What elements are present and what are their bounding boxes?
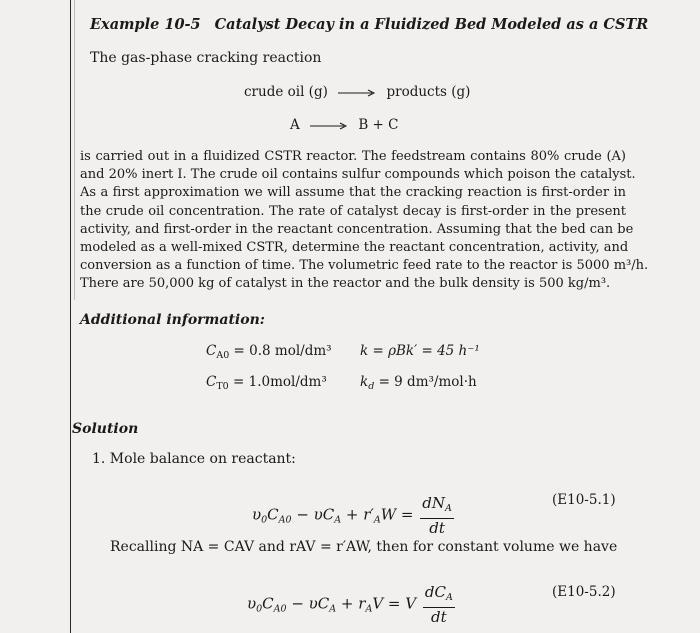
paragraph-line: activity, and first-order in the reactant concentration. Assuming that the bed can be — [80, 221, 634, 237]
equation-mole-balance: $\upsilon_0C_{A0} - \upsilon C_A + r'_AW$ = $\frac{dN_A}{dt}$ — [252, 494, 452, 537]
reaction-symbolic — [290, 117, 399, 133]
paragraph-line: There are 50,000 kg of catalyst in the reactor and the bulk density is 500 kg/m³. — [80, 276, 611, 292]
step-mole-balance: 1. Mole balance on reactant: — [92, 451, 296, 467]
margin-rule-light — [74, 0, 75, 300]
reaction-symbol-a: A — [290, 117, 300, 133]
equation-number: (E10-5.2) — [552, 584, 616, 600]
additional-info-heading: Additional information: — [80, 312, 265, 328]
ca0-value: $C_{A0} = 0.8$ mol/dm³ — [206, 343, 332, 361]
reaction-arrow-icon — [310, 121, 348, 131]
k-value: k = ρBk′ = 45 h⁻¹ — [360, 343, 480, 359]
reaction-reactant: crude oil (g) — [244, 84, 328, 100]
problem-statement — [80, 148, 649, 294]
kd-value: $k_d = 9$ dm³/mol·h — [360, 374, 477, 392]
paragraph-line: conversion as a function of time. The volumetric feed rate to the reactor is 5000 m³/h. — [80, 258, 649, 274]
intro-text: The gas-phase cracking reaction — [90, 50, 322, 66]
example-heading: Catalyst Decay in a Fluidized Bed Modeled as a CSTR — [214, 16, 649, 33]
recalling-text: Recalling NA = CAV and rAV = r′AW, then for constant volume we have — [110, 539, 618, 555]
paragraph-line: As a first approximation we will assume that the cracking reaction is first-order in — [80, 185, 626, 201]
example-title — [90, 16, 648, 33]
margin-rule — [70, 0, 71, 633]
reaction-crude-oil — [244, 84, 470, 100]
ct0-value: $C_{T0} = 1.0mol/dm^3$ — [206, 374, 327, 392]
paragraph-line: and 20% inert I. The crude oil contains sulfur compounds which poison the catalyst. — [80, 167, 636, 183]
paragraph-line: modeled as a well-mixed CSTR, determine the reactant concentration, activity, and — [80, 240, 629, 256]
equation-constant-volume: $\upsilon_0C_{A0} - \upsilon C_A + r_AV = V$ $\frac{dC_A}{dt}$ — [247, 583, 453, 626]
reaction-product: products (g) — [386, 84, 471, 100]
reaction-symbol-bc: B + C — [358, 117, 399, 133]
paragraph-line: the crude oil concentration. The rate of catalyst decay is first-order in the present — [80, 203, 626, 219]
equation-number: (E10-5.1) — [552, 492, 616, 508]
reaction-arrow-icon — [338, 88, 376, 98]
paragraph-line: is carried out in a fluidized CSTR reactor. The feedstream contains 80% crude (A) — [80, 149, 626, 164]
solution-heading: Solution — [72, 421, 139, 437]
example-label: Example 10-5 — [90, 16, 201, 33]
